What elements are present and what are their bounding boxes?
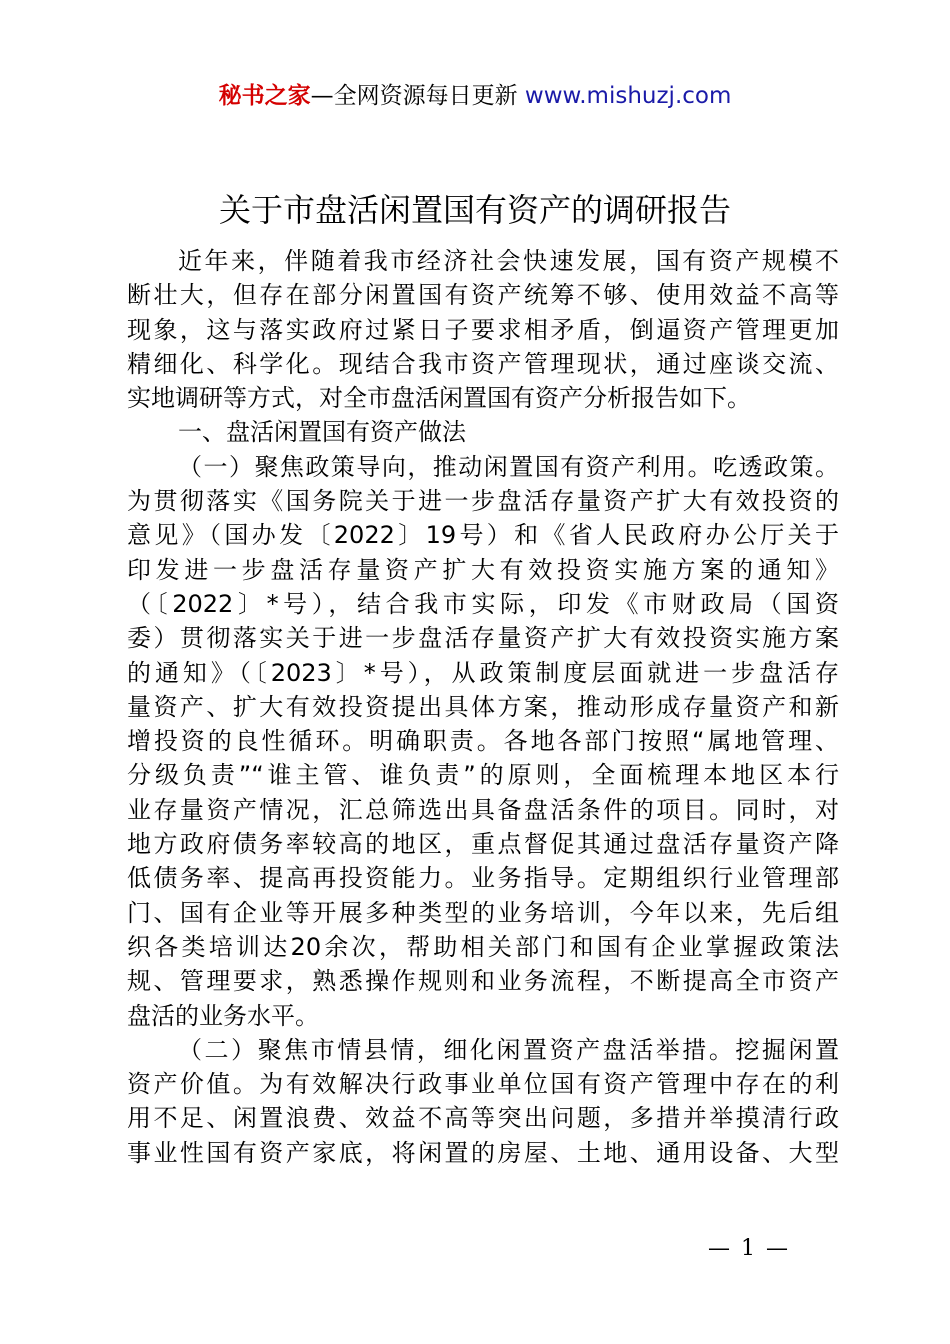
document-body xyxy=(127,244,839,1170)
body-line: 低债务率、提高再投资能力。业务指导。定期组织行业管理部 xyxy=(127,864,839,893)
body-line: 意见》（国办发〔2022〕19号）和《省人民政府办公厅关于 xyxy=(127,521,839,550)
body-line: 事业性国有资产家底，将闲置的房屋、土地、通用设备、大型 xyxy=(127,1138,839,1167)
body-line: 委）贯彻落实关于进一步盘活存量资产扩大有效投资实施方案 xyxy=(127,624,839,653)
body-line: 织各类培训达20余次，帮助相关部门和国有企业掌握政策法 xyxy=(127,932,839,961)
section-heading: 一、盘活闲置国有资产做法 xyxy=(178,418,466,447)
body-line: 规、管理要求，熟悉操作规则和业务流程，不断提高全市资产 xyxy=(127,967,839,996)
body-line: 实地调研等方式，对全市盘活闲置国有资产分析报告如下。 xyxy=(127,384,751,413)
body-line: 量资产、扩大有效投资提出具体方案，推动形成存量资产和新 xyxy=(127,692,839,721)
page-number: — 1 — xyxy=(708,1236,790,1261)
body-line: 为贯彻落实《国务院关于进一步盘活存量资产扩大有效投资的 xyxy=(127,487,839,516)
body-line: 分级负责”“谁主管、谁负责”的原则，全面梳理本地区本行 xyxy=(127,761,839,790)
body-line: 业存量资产情况，汇总筛选出具备盘活条件的项目。同时，对 xyxy=(127,795,839,824)
body-line: 地方政府债务率较高的地区，重点督促其通过盘活存量资产降 xyxy=(127,830,839,859)
body-line: 精细化、科学化。现结合我市资产管理现状，通过座谈交流、 xyxy=(127,349,839,378)
body-line: 门、国有企业等开展多种类型的业务培训，今年以来，先后组 xyxy=(127,898,839,927)
site-tagline: —全网资源每日更新 xyxy=(310,83,525,109)
header-banner xyxy=(0,80,950,112)
body-line: （〔2022〕*号），结合我市实际，印发《市财政局（国资 xyxy=(127,589,839,618)
site-brand: 秘书之家 xyxy=(218,83,311,109)
body-line: 印发进一步盘活存量资产扩大有效投资实施方案的通知》 xyxy=(127,555,839,584)
body-line: 资产价值。为有效解决行政事业单位国有资产管理中存在的利 xyxy=(127,1070,839,1099)
body-line: （二）聚焦市情县情，细化闲置资产盘活举措。挖掘闲置 xyxy=(178,1035,839,1064)
body-line: （一）聚焦政策导向，推动闲置国有资产利用。吃透政策。 xyxy=(178,452,839,481)
body-line: 的通知》（〔2023〕*号），从政策制度层面就进一步盘活存 xyxy=(127,658,839,687)
document-title: 关于市盘活闲置国有资产的调研报告 xyxy=(218,191,731,229)
body-line: 用不足、闲置浪费、效益不高等突出问题，多措并举摸清行政 xyxy=(127,1104,839,1133)
site-url-link[interactable]: www.mishuzj.com xyxy=(524,83,732,109)
body-line: 现象，这与落实政府过紧日子要求相矛盾，倒逼资产管理更加 xyxy=(127,315,839,344)
body-line: 增投资的良性循环。明确职责。各地各部门按照“属地管理、 xyxy=(127,727,839,756)
body-line: 盘活的业务水平。 xyxy=(127,1001,319,1030)
body-line: 近年来，伴随着我市经济社会快速发展，国有资产规模不 xyxy=(178,247,839,275)
body-line: 断壮大，但存在部分闲置国有资产统筹不够、使用效益不高等 xyxy=(127,281,839,310)
